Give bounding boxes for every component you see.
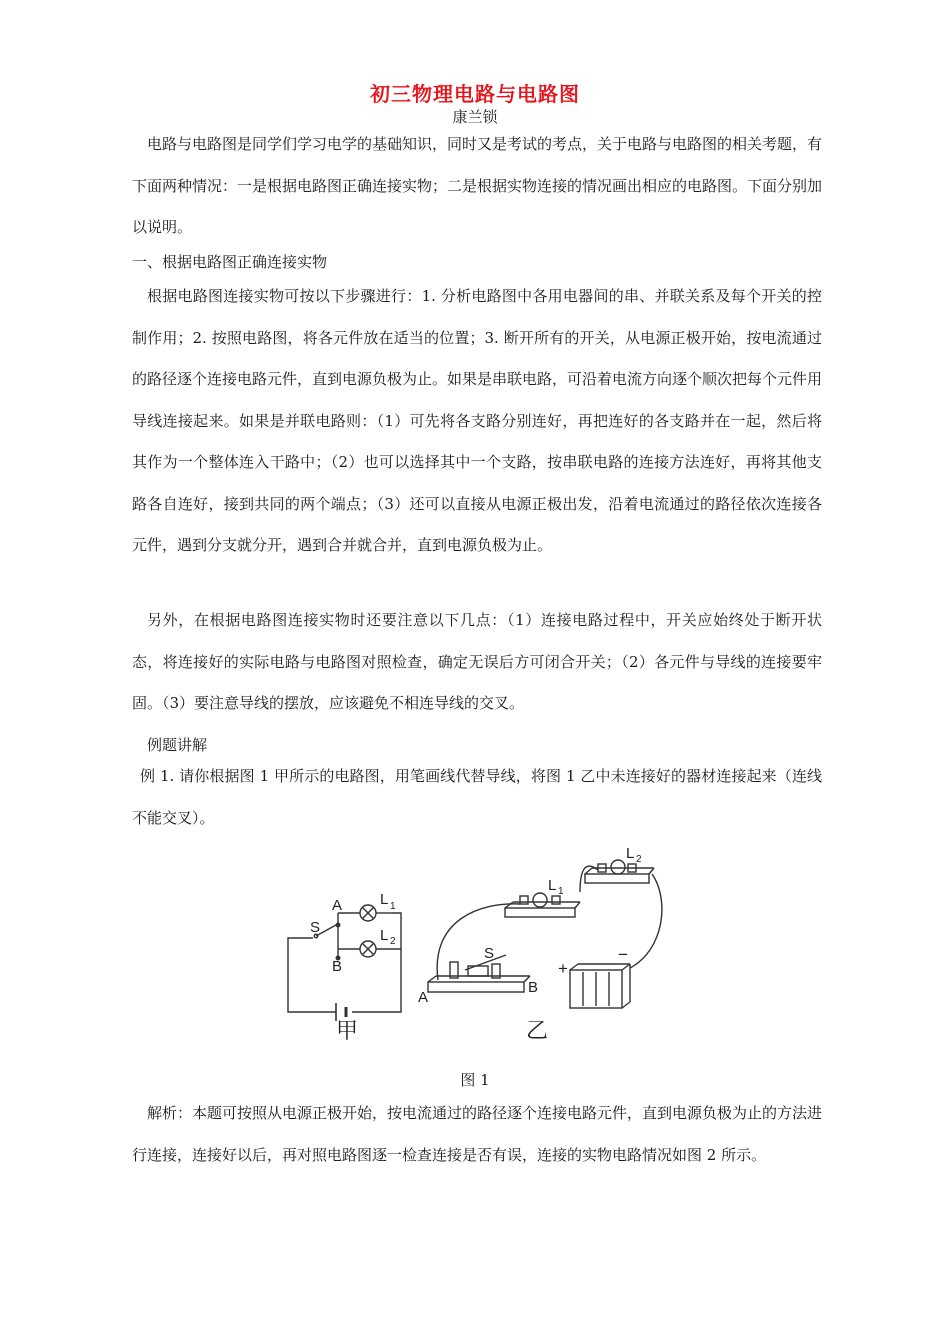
intro-paragraph: 电路与电路图是同学们学习电学的基础知识，同时又是考试的考点，关于电路与电路图的相关考题，有下面两种情况：一是根据电路图正确连接实物；二是根据实物连接的情况画出相应的电路图。下面分别加以说明。 <box>132 135 823 236</box>
label-l1-yi: L <box>548 877 557 894</box>
label-l2-sub-jia: 2 <box>390 936 396 947</box>
label-s-yi: S <box>484 945 495 962</box>
label-minus: − <box>618 945 628 964</box>
document-title: 初三物理电路与电路图 <box>370 82 580 106</box>
label-l1-jia: L <box>380 891 389 908</box>
label-l1-sub-yi: 1 <box>558 886 564 897</box>
label-l1-sub-jia: 1 <box>390 901 396 912</box>
circuit-diagram-jia <box>288 905 401 1021</box>
circuit-apparatus-yi <box>428 860 662 1008</box>
label-s-jia: S <box>310 919 321 936</box>
label-l2-sub-yi: 2 <box>636 854 642 865</box>
label-plus: + <box>558 959 568 978</box>
label-jia: 甲 <box>336 1018 359 1043</box>
example1-paragraph: 例 1. 请你根据图 1 甲所示的电路图，用笔画线代替导线，将图 1 乙中未连接好的器材连接起来（连线不能交叉）。 <box>132 767 822 827</box>
analysis-paragraph: 解析：本题可按照从电源正极开始，按电流通过的路径逐个连接电路元件，直到电源负极为止的方法进行连接，连接好以后，再对照电路图逐一检查连接是否有误，连接的实物电路情况如图 2 所示。 <box>132 1104 823 1164</box>
label-l2-jia: L <box>380 927 389 944</box>
label-a-jia: A <box>332 897 343 914</box>
label-a-yi: A <box>418 989 429 1006</box>
example-heading: 例题讲解 <box>147 736 208 754</box>
section1-heading: 一、根据电路图正确连接实物 <box>132 253 328 271</box>
steps-paragraph: 根据电路图连接实物可按以下步骤进行：1. 分析电路图中各用电器间的串、并联关系及每个开关的控制作用；2. 按照电路图，将各元件放在适当的位置；3. 断开所有的开关，从电源正极开始，按电流通过的路径逐个连接电路元件，直到电源负极为止。如果是串联电路，可沿着电流方向逐个顺次把每个元件用导线连接起来。如果是并联电路则：（1）可先将各支路分别连好，再把连好的各支路并在一起，然后将其作为一个整体连入干路中；（2）也可以选择其中一个支路，按串联电路的连接方法连好，再将其他支路各自连好，接到共同的两个端点；（3）还可以直接从电源正极出发，沿着电流通过的路径依次连接各元件，遇到分支就分开，遇到合并就合并，直到电源负极为止。 <box>132 287 823 554</box>
label-b-yi: B <box>528 979 539 996</box>
document-author: 康兰锁 <box>452 108 498 126</box>
label-b-jia: B <box>332 958 343 975</box>
figure-caption: 图 1 <box>460 1071 490 1089</box>
label-l2-yi: L <box>626 845 635 862</box>
circuit-figure <box>280 840 680 1050</box>
label-yi: 乙 <box>526 1018 549 1043</box>
notes-paragraph: 另外，在根据电路图连接实物时还要注意以下几点：（1）连接电路过程中，开关应始终处于断开状态，将连接好的实际电路与电路图对照检查，确定无误后方可闭合开关；（2）各元件与导线的连接要牢固。（3）要注意导线的摆放，应该避免不相连导线的交叉。 <box>132 611 822 712</box>
